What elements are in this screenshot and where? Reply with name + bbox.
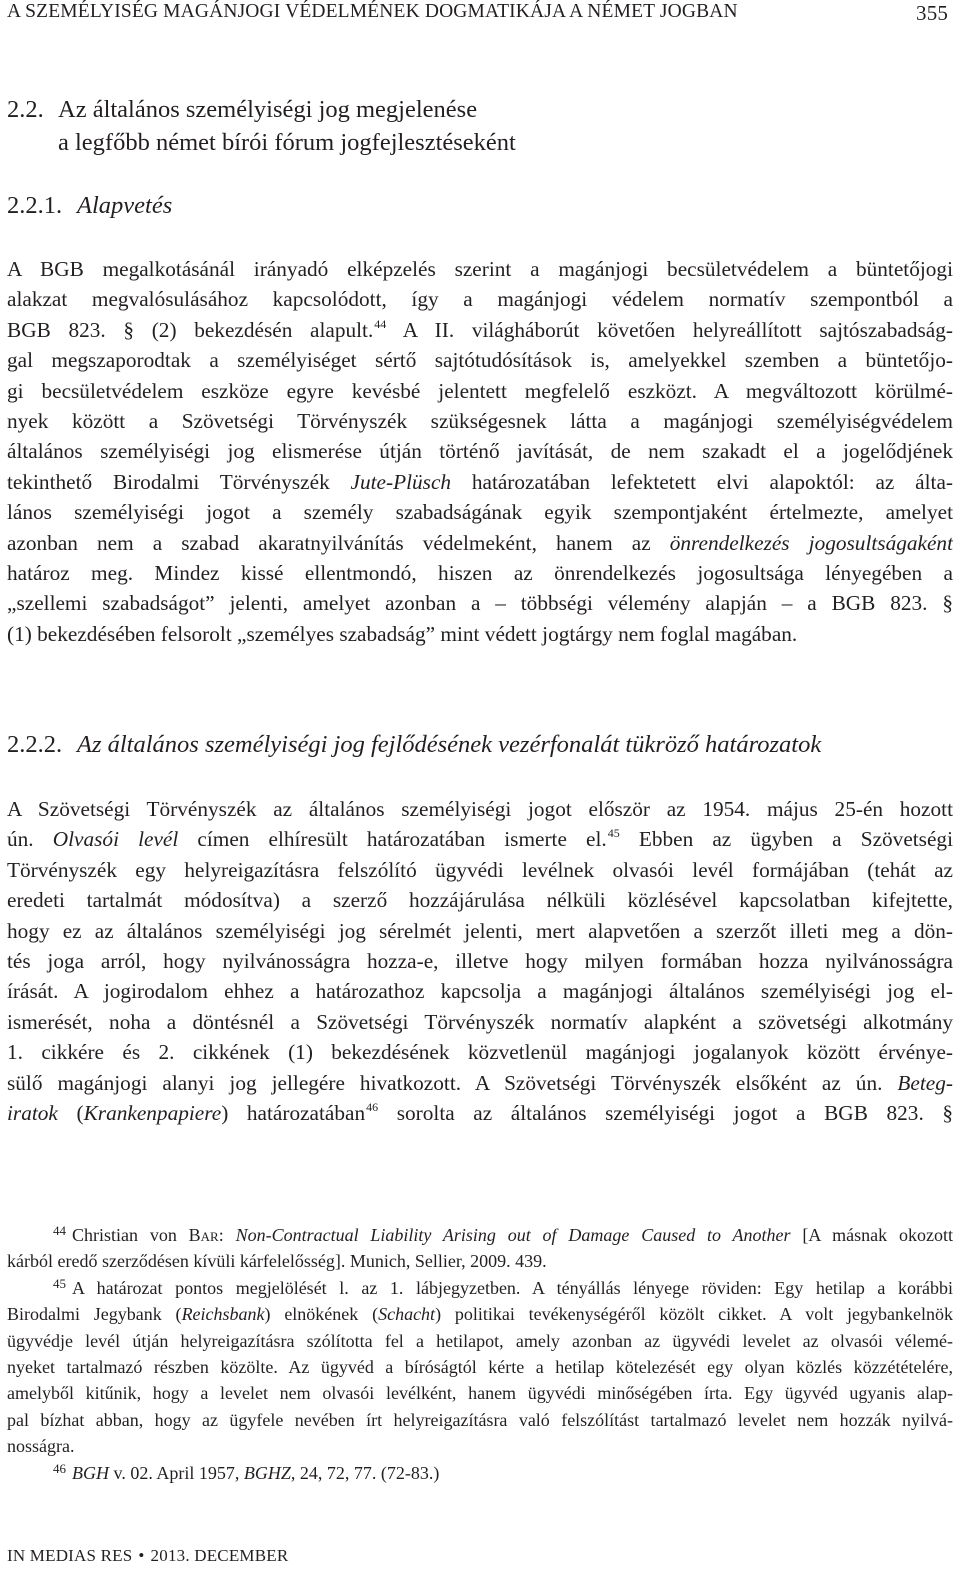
text-line: gal megszaporodtak a személyiséget sértő sajtótudósítások is, amelyekkel szemben a büntetőjo- xyxy=(7,348,953,373)
subsection-number: 2.2.1. xyxy=(7,192,63,219)
footnote-line: kárból eredő szerződésen kívüli kárfelelősség]. Munich, Sellier, 2009. 439. xyxy=(7,1251,547,1272)
footnote-line: nyeket tartalmazó részben közölte. Az ügyvéd a bíróságtól kérte a hetilap kötelezését egy olyan közlés közzétételére, xyxy=(7,1356,953,1377)
footnote-line: ügyvédje levél útján helyreigazításra szólította fel a hetilapot, amely azonban az ügyvédi levelet az olvasói vélemé- xyxy=(7,1330,953,1351)
footnote-line: pal bízhat abban, hogy az ügyfele nevében írt helyreigazításra való felszólítást tartalmazó levelet nem hozzák nyilvá- xyxy=(7,1409,953,1430)
paragraph-2 xyxy=(7,794,953,1128)
section-number: 2.2. xyxy=(7,96,44,123)
text-line: BGB 823. § (2) bekezdésén alapult.$^{44}$ A II. világháborút követően helyreállított sajtószabadság- xyxy=(7,316,953,342)
text-line: „szellemi szabadságot” jelenti, amelyet azonban a – többségi vélemény alapján – a BGB 823. § xyxy=(7,591,953,616)
text-line: A Szövetségi Törvényszék az általános személyiségi jogot először az 1954. május 25-én hozott xyxy=(7,797,953,821)
section-title-line1: Az általános személyiségi jog megjelenése xyxy=(58,96,478,123)
text-line: tés joga arról, hogy nyilvánosságra hozza-e, illetve hogy milyen formában hozza nyilvánosságra xyxy=(7,948,953,973)
page-footer xyxy=(7,1546,288,1566)
text-line: ún. Olvasói levél címen elhíresült határozatában ismerte el.$^{45}$ Ebben az ügyben a Szövetségi xyxy=(7,826,953,852)
text-line: nyek között a Szövetségi Törvényszék szükségesnek látta a magánjogi személyiségvédelem xyxy=(7,408,953,433)
text-line: azonban nem a szabad akaratnyilvánítás védelmeként, hanem az önrendelkezés jogosultságaként xyxy=(7,530,953,555)
journal-name: IN MEDIAS RES xyxy=(7,1546,133,1565)
footnote-ref-46[interactable]: 46 xyxy=(366,1099,379,1114)
footer-bullet: • xyxy=(138,1546,145,1565)
text-line: sülő magánjogi alanyi jog jellegére hivatkozott. A Szövetségi Törvényszék elsőként az ún. Beteg- xyxy=(7,1070,953,1095)
footnote-44: $^{44}$ Christian von Bar: Non-Contractual Liability Arising out of Damage Caused to Another [A másnak okozott xyxy=(53,1223,953,1245)
footnote-mark: 45 xyxy=(53,1275,66,1291)
subsection-heading-1 xyxy=(7,191,172,221)
section-heading xyxy=(7,93,927,159)
text-line: határoz meg. Mindez kissé ellentmondó, hiszen az önrendelkezés jogosultsága lényegében a xyxy=(7,560,953,585)
text-line: általános személyiségi jog elismerése útján történő javítását, de nem szakadt el a jogelődjének xyxy=(7,439,953,464)
text-line: hogy ez az általános személyiségi jog sérelmét jelenti, mert alapvetően a szerzőt illeti meg a dön- xyxy=(7,918,953,943)
subsection-title: Az általános személyiségi jog fejlődésének vezérfonalát tükröző határozatok xyxy=(77,731,822,758)
paragraph-1 xyxy=(7,254,953,649)
subsection-number: 2.2.2. xyxy=(7,731,63,758)
footnotes xyxy=(7,1222,953,1486)
text-line: A BGB megalkotásánál irányadó elképzelés szerint a magánjogi becsületvédelem a büntetőjogi xyxy=(7,257,953,281)
footnote-line: amelyből kitűnik, hogy a levelet nem olvasói levélként, hanem ügyvédi minőségében írta. Egy ügyvéd ugyanis alap- xyxy=(7,1383,953,1404)
text-line: Törvényszék egy helyreigazításra felszólító ügyvédi levélnek olvasói levél formájában (tehát az xyxy=(7,857,953,882)
footnote-ref-44[interactable]: 44 xyxy=(374,316,387,331)
footnote-45: $^{45}$ A határozat pontos megjelölését l. az 1. lábjegyzetben. A tényállás lényege röviden: Egy hetilap a korábbi xyxy=(53,1275,953,1298)
text-line: gi becsületvédelem eszköze egyre kevésbé jelentett megfelelő eszközt. A megváltozott körülmé- xyxy=(7,378,953,403)
footnote-line: nosságra. xyxy=(7,1436,75,1457)
page-number: 355 xyxy=(916,1,948,25)
running-head xyxy=(7,0,948,30)
text-line: alakzat megvalósulásához kapcsolódott, így a magánjogi védelem normatív szempontból a xyxy=(7,287,953,312)
issue-date: 2013. DECEMBER xyxy=(150,1546,289,1565)
text-line: tekinthető Birodalmi Törvényszék Jute-Plüsch határozatában lefektetett elvi alapoktól: az álta- xyxy=(7,469,953,494)
text-line: 1. cikkére és 2. cikkének (1) bekezdésének közvetlenül magánjogi jogalanyok között érvénye- xyxy=(7,1040,953,1065)
text-line: írását. A jogirodalom ehhez a határozathoz kapcsolja a magánjogi általános személyiségi jog el- xyxy=(7,979,953,1004)
running-head-title: A SZEMÉLYISÉG MAGÁNJOGI VÉDELMÉNEK DOGMATIKÁJA A NÉMET JOGBAN xyxy=(7,1,738,22)
footnote-line: Birodalmi Jegybank (Reichsbank) elnökének (Schacht) politikai tevékenységéről közölt cikket. A volt jegybankelnök xyxy=(7,1304,953,1325)
text-line: ismerését, noha a döntésnél a Szövetségi Törvényszék normatív alapként a szövetségi alkotmány xyxy=(7,1009,953,1034)
subsection-title: Alapvetés xyxy=(77,192,173,219)
footnote-mark: 44 xyxy=(53,1223,66,1238)
section-title-line2: a legfőbb német bírói fórum jogfejlesztéseként xyxy=(58,129,516,156)
footnote-mark: 46 xyxy=(53,1460,66,1476)
text-line: (1) bekezdésében felsorolt „személyes szabadság” mint védett jogtárgy nem foglal magában. xyxy=(7,621,798,646)
footnote-46: $^{46}$ BGH v. 02. April 1957, BGHZ, 24, 72, 77. (72-83.) xyxy=(53,1460,440,1483)
subsection-heading-2 xyxy=(7,730,821,760)
text-line: iratok (Krankenpapiere) határozatában$^{46}$ sorolta az általános személyiségi jogot a BGB 823. § xyxy=(7,1099,953,1125)
text-line: eredeti tartalmát módosítva) a szerző hozzájárulása nélküli közlésével kapcsolatban kifejtette, xyxy=(7,888,953,913)
text-line: lános személyiségi jogot a személy szabadságának egyik szempontjaként értelmezte, amelyet xyxy=(7,500,953,525)
footnote-ref-45[interactable]: 45 xyxy=(607,826,620,841)
